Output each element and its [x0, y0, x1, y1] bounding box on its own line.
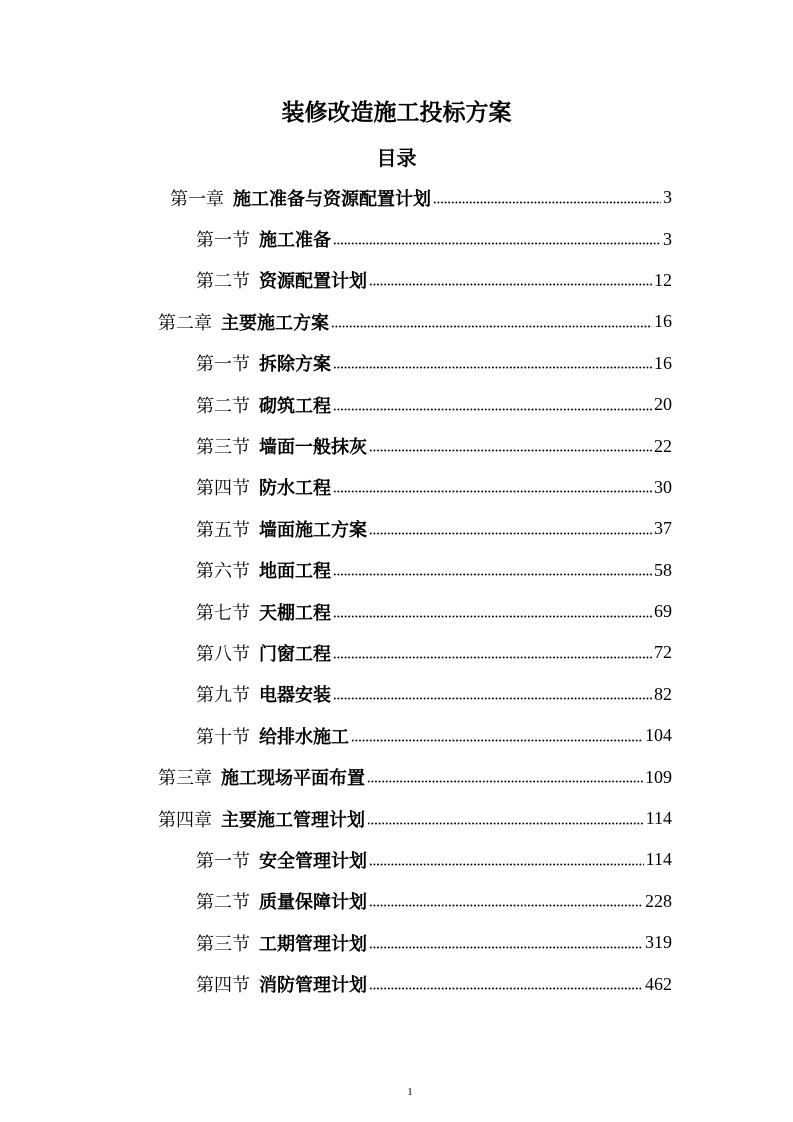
toc-entry-page-number: 37: [654, 518, 672, 539]
toc-dot-leader: [333, 399, 652, 411]
toc-entry-section: [196, 963, 672, 1004]
toc-entry-page-number: 114: [645, 808, 672, 829]
toc-entry-title: 安全管理计划: [259, 850, 367, 871]
toc-entry-label: 第一节: [196, 850, 250, 871]
toc-entry-page-number: 58: [654, 559, 672, 580]
toc-entry-title: 天棚工程: [259, 602, 331, 623]
toc-entry-label: 第三章: [158, 768, 212, 789]
toc-entry-page-number: 16: [654, 311, 672, 332]
page-number: 1: [407, 1086, 413, 1098]
toc-entry-title: 施工准备与资源配置计划: [233, 188, 431, 209]
toc-entry-label: 第四节: [196, 478, 250, 499]
toc-entry-label: 第五节: [196, 519, 250, 540]
toc-entry-label: 第十节: [196, 726, 250, 747]
toc-entry-title: 砌筑工程: [259, 395, 331, 416]
toc-entry-page-number: 30: [654, 476, 672, 497]
toc-dot-leader: [369, 895, 643, 907]
toc-entry-page-number: 16: [654, 352, 672, 373]
toc-entry-page-number: 3: [663, 228, 672, 249]
toc-entry-title: 防水工程: [259, 478, 331, 499]
toc-entry-page-number: 69: [654, 601, 672, 622]
toc-entry-page-number: 20: [654, 394, 672, 415]
toc-entry-section: [196, 632, 672, 673]
toc-entry-label: 第二章: [158, 312, 212, 333]
toc-dot-leader: [369, 854, 644, 866]
toc-entry-label: 第七节: [196, 602, 250, 623]
toc-dot-leader: [369, 274, 652, 286]
toc-entry-title: 墙面施工方案: [259, 519, 367, 540]
toc-entry-page-number: 109: [645, 766, 672, 787]
toc-entry-label: 第六节: [196, 561, 250, 582]
toc-entry-title: 主要施工管理计划: [221, 809, 365, 830]
toc-entry-section: [196, 508, 672, 549]
toc-entry-title: 门窗工程: [259, 643, 331, 664]
toc-entry-title: 地面工程: [259, 561, 331, 582]
toc-entry-section: [196, 425, 672, 466]
toc-entry-chapter: [170, 177, 672, 218]
toc-entry-title: 资源配置计划: [259, 271, 367, 292]
toc-entry-label: 第三节: [196, 437, 250, 458]
toc-entry-section: [196, 467, 672, 508]
toc-entry-title: 给排水施工: [259, 726, 349, 747]
table-of-contents: [0, 177, 793, 1005]
toc-entry-label: 第一章: [170, 188, 224, 209]
toc-entry-section: [196, 260, 672, 301]
toc-entry-title: 主要施工方案: [221, 312, 329, 333]
toc-entry-section: [196, 715, 672, 756]
toc-entry-title: 工期管理计划: [259, 933, 367, 954]
toc-entry-title: 消防管理计划: [259, 975, 367, 996]
toc-dot-leader: [333, 481, 652, 493]
toc-entry-section: [196, 550, 672, 591]
toc-dot-leader: [367, 771, 643, 783]
toc-entry-page-number: 12: [654, 269, 672, 290]
toc-entry-label: 第一节: [196, 230, 250, 251]
toc-dot-leader: [333, 357, 652, 369]
toc-entry-section: [196, 839, 672, 880]
toc-dot-leader: [369, 937, 643, 949]
toc-entry-title: 施工现场平面布置: [221, 768, 365, 789]
toc-entry-label: 第二节: [196, 395, 250, 416]
toc-entry-section: [196, 218, 672, 259]
toc-dot-leader: [369, 523, 652, 535]
toc-entry-label: 第四章: [158, 809, 212, 830]
toc-entry-page-number: 319: [645, 932, 672, 953]
toc-dot-leader: [333, 564, 652, 576]
toc-entry-chapter: [158, 798, 672, 839]
toc-entry-chapter: [158, 756, 672, 797]
toc-entry-page-number: 114: [645, 849, 672, 870]
toc-dot-leader: [333, 688, 652, 700]
toc-entry-label: 第九节: [196, 685, 250, 706]
toc-dot-leader: [369, 978, 643, 990]
toc-entry-section: [196, 591, 672, 632]
toc-entry-title: 拆除方案: [259, 354, 331, 375]
toc-entry-section: [196, 384, 672, 425]
toc-entry-label: 第一节: [196, 354, 250, 375]
toc-entry-page-number: 228: [645, 890, 672, 911]
toc-entry-page-number: 82: [654, 683, 672, 704]
toc-dot-leader: [433, 192, 661, 204]
toc-dot-leader: [367, 813, 644, 825]
toc-dot-leader: [333, 606, 652, 618]
document-title: 装修改造施工投标方案: [281, 100, 512, 126]
toc-dot-leader: [331, 316, 652, 328]
toc-dot-leader: [333, 233, 661, 245]
toc-entry-label: 第二节: [196, 892, 250, 913]
toc-entry-chapter: [158, 301, 672, 342]
toc-entry-section: [196, 922, 672, 963]
toc-entry-label: 第三节: [196, 933, 250, 954]
toc-entry-page-number: 104: [645, 725, 672, 746]
toc-dot-leader: [369, 440, 652, 452]
toc-entry-label: 第二节: [196, 271, 250, 292]
toc-entry-label: 第八节: [196, 643, 250, 664]
toc-entry-title: 电器安装: [259, 685, 331, 706]
toc-dot-leader: [333, 647, 652, 659]
toc-entry-page-number: 72: [654, 642, 672, 663]
toc-heading: 目录: [376, 146, 417, 170]
toc-entry-title: 施工准备: [259, 230, 331, 251]
toc-entry-title: 墙面一般抹灰: [259, 437, 367, 458]
toc-entry-page-number: 3: [663, 187, 672, 208]
toc-entry-page-number: 462: [645, 973, 672, 994]
toc-dot-leader: [351, 730, 643, 742]
toc-entry-label: 第四节: [196, 975, 250, 996]
toc-entry-section: [196, 674, 672, 715]
toc-entry-page-number: 22: [654, 435, 672, 456]
toc-entry-section: [196, 881, 672, 922]
toc-entry-section: [196, 343, 672, 384]
toc-entry-title: 质量保障计划: [259, 892, 367, 913]
